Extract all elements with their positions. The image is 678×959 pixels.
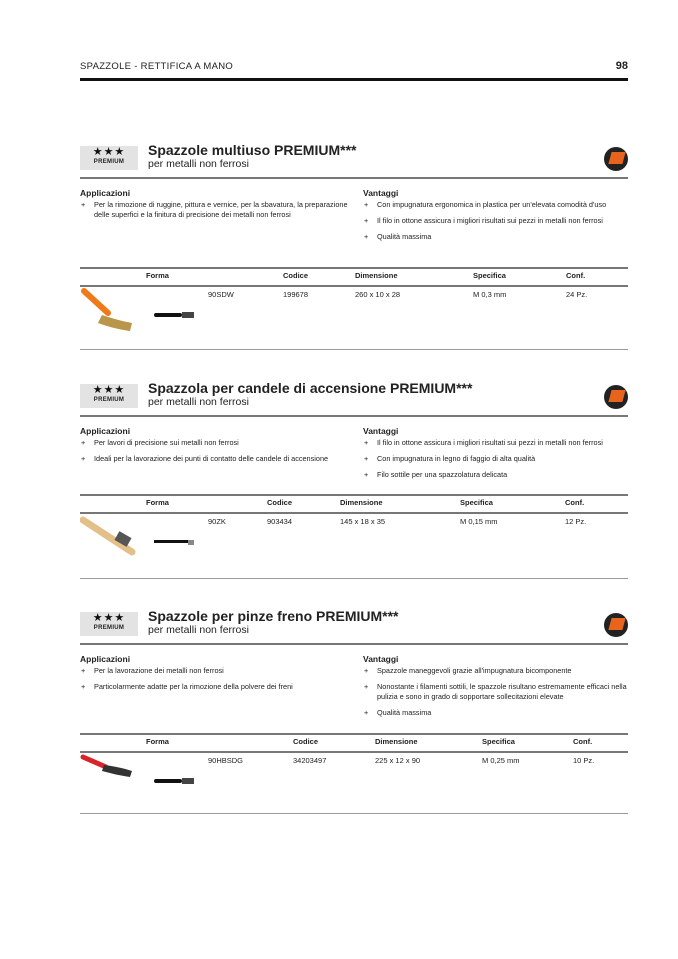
- applications-heading: Applicazioni: [80, 654, 131, 664]
- list-item: + Il filo in ottone assicura i migliori risultati sui pezzi in metalli non ferrosi: [363, 438, 633, 448]
- col-specifica: Specifica: [460, 498, 493, 507]
- advantages: [363, 188, 633, 248]
- list-item: + Per lavori di precisione sui metalli non ferrosi: [80, 438, 365, 448]
- col-forma: Forma: [146, 271, 169, 280]
- list-item: + Particolarmente adatte per la rimozione della polvere dei freni: [80, 682, 350, 692]
- brush-side-icon: [154, 538, 196, 546]
- premium-label: PREMIUM: [93, 397, 125, 403]
- list-item: + Qualità massima: [363, 232, 633, 242]
- col-conf: Conf.: [566, 271, 586, 280]
- cell-codice: 34203497: [293, 756, 327, 765]
- stars-icon: ★★★: [92, 384, 126, 396]
- cell-forma: 90HBSDG: [208, 756, 244, 765]
- advantages: [363, 426, 633, 486]
- cell-forma: 90ZK: [208, 517, 226, 526]
- cell-specifica: M 0,25 mm: [482, 756, 520, 765]
- premium-badge: [80, 384, 138, 408]
- stars-icon: ★★★: [92, 146, 126, 158]
- list-item: + Per la lavorazione dei metalli non ferrosi: [80, 666, 350, 676]
- cell-codice: 903434: [267, 517, 293, 526]
- brush-image: [80, 514, 140, 562]
- cell-conf: 12 Pz.: [565, 517, 587, 526]
- material-icon: [604, 385, 628, 409]
- material-icon: [604, 147, 628, 171]
- divider: [80, 177, 628, 179]
- advantages-heading: Vantaggi: [363, 188, 399, 198]
- material-icon: [604, 613, 628, 637]
- product-subtitle: per metalli non ferrosi: [148, 624, 249, 636]
- list-item: + Per la rimozione di ruggine, pittura e vernice, per la sbavatura, la preparazione delle superfici e la finitura di precisione dei metalli non ferrosi: [80, 200, 350, 220]
- applications: [80, 188, 350, 226]
- applications-heading: Applicazioni: [80, 426, 131, 436]
- list-item: + Il filo in ottone assicura i migliori risultati sui pezzi in metalli non ferrosi: [363, 216, 633, 226]
- premium-badge: [80, 146, 138, 170]
- col-codice: Codice: [267, 498, 293, 507]
- col-dimensione: Dimensione: [340, 498, 383, 507]
- premium-label: PREMIUM: [93, 159, 125, 165]
- premium-badge: [80, 612, 138, 636]
- col-forma: Forma: [146, 737, 169, 746]
- applications-heading: Applicazioni: [80, 188, 131, 198]
- col-forma: Forma: [146, 498, 169, 507]
- running-header: SPAZZOLE - RETTIFICA A MANO: [80, 61, 234, 72]
- col-specifica: Specifica: [473, 271, 506, 280]
- col-codice: Codice: [283, 271, 309, 280]
- list-item: + Nonostante i filamenti sottili, le spazzole risultano estremamente efficaci nella pulizia e sono in grado di sopportare sollecitazioni elevate: [363, 682, 633, 702]
- brush-image: [80, 287, 140, 335]
- divider: [80, 415, 628, 417]
- advantages: [363, 654, 633, 724]
- list-item: + Spazzole maneggevoli grazie all'impugnatura bicomponente: [363, 666, 633, 676]
- list-item: + Con impugnatura ergonomica in plastica per un'elevata comodità d'uso: [363, 200, 633, 210]
- col-codice: Codice: [293, 737, 319, 746]
- cell-forma: 90SDW: [208, 290, 234, 299]
- list-item: + Ideali per la lavorazione dei punti di contatto delle candele di accensione: [80, 454, 365, 464]
- brush-side-icon: [154, 311, 196, 319]
- cell-dimensione: 145 x 18 x 35: [340, 517, 386, 526]
- cell-dimensione: 260 x 10 x 28: [355, 290, 401, 299]
- list-item: + Filo sottile per una spazzolatura delicata: [363, 470, 633, 480]
- cell-codice: 199678: [283, 290, 309, 299]
- cell-dimensione: 225 x 12 x 90: [375, 756, 421, 765]
- col-dimensione: Dimensione: [355, 271, 398, 280]
- advantages-heading: Vantaggi: [363, 654, 399, 664]
- cell-specifica: M 0,3 mm: [473, 290, 507, 299]
- list-item: + Qualità massima: [363, 708, 633, 718]
- cell-conf: 10 Pz.: [573, 756, 595, 765]
- product-title: Spazzola per candele di accensione PREMIUM***: [148, 380, 473, 396]
- brush-image: [80, 753, 140, 783]
- stars-icon: ★★★: [92, 612, 126, 624]
- applications: [80, 426, 365, 470]
- product-title: Spazzole multiuso PREMIUM***: [148, 142, 357, 158]
- applications: [80, 654, 350, 698]
- col-conf: Conf.: [565, 498, 585, 507]
- brush-side-icon: [154, 777, 196, 785]
- cell-specifica: M 0,15 mm: [460, 517, 498, 526]
- col-specifica: Specifica: [482, 737, 515, 746]
- product-subtitle: per metalli non ferrosi: [148, 396, 249, 408]
- col-conf: Conf.: [573, 737, 593, 746]
- header-rule: [80, 78, 628, 81]
- cell-conf: 24 Pz.: [566, 290, 588, 299]
- col-dimensione: Dimensione: [375, 737, 418, 746]
- list-item: + Con impugnatura in legno di faggio di alta qualità: [363, 454, 633, 464]
- premium-label: PREMIUM: [93, 625, 125, 631]
- advantages-heading: Vantaggi: [363, 426, 399, 436]
- product-title: Spazzole per pinze freno PREMIUM***: [148, 608, 399, 624]
- page-number: 98: [615, 60, 628, 72]
- divider: [80, 643, 628, 645]
- product-subtitle: per metalli non ferrosi: [148, 158, 249, 170]
